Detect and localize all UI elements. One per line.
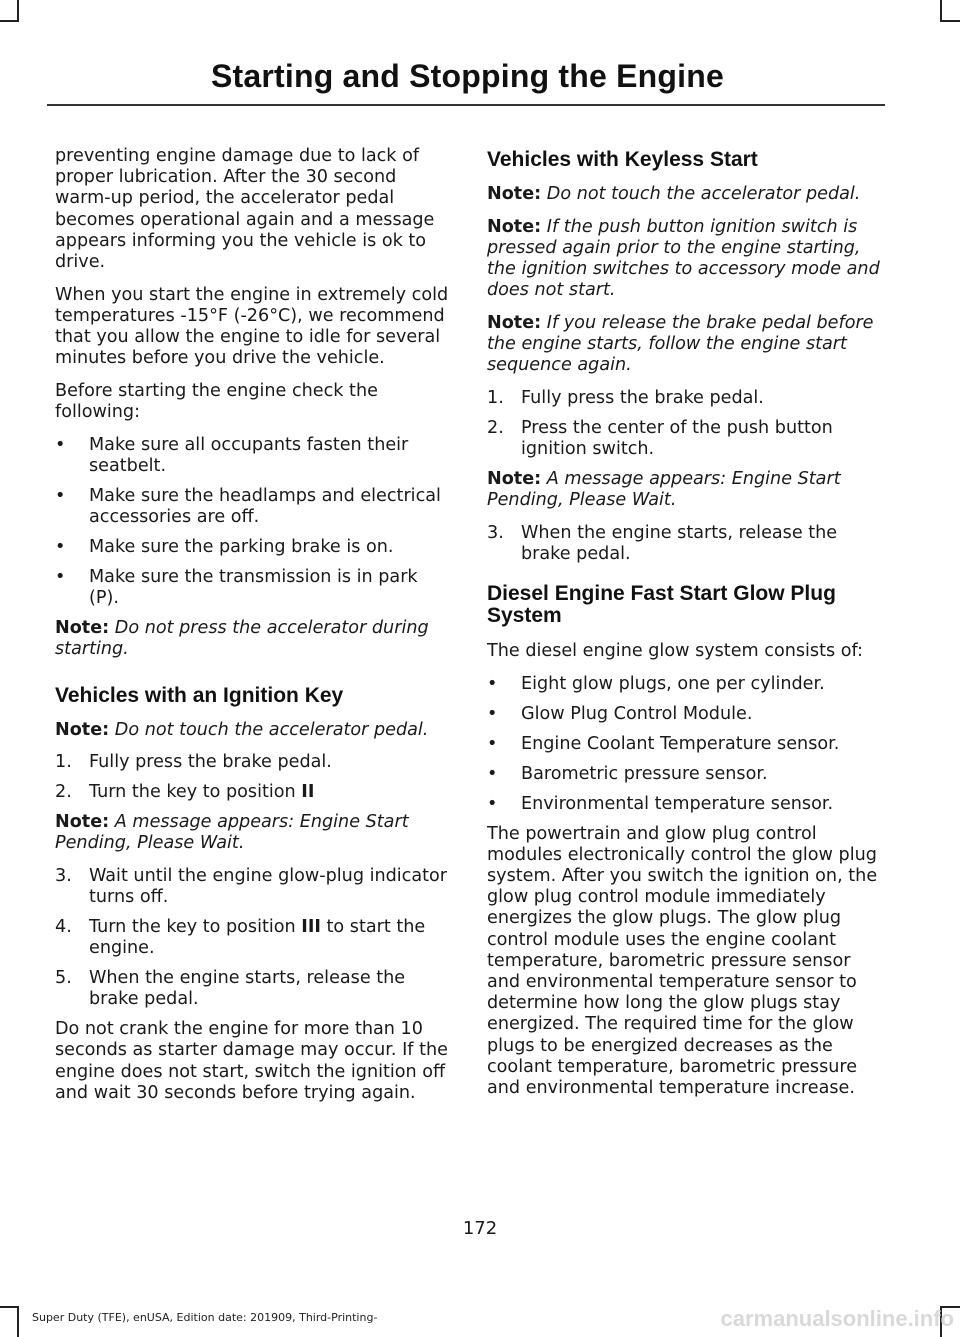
note <box>487 217 885 302</box>
crop-mark <box>17 0 19 22</box>
step-text: Fully press the brake pedal. <box>89 752 332 773</box>
list-item-text: Make sure all occupants fasten their seatbelt. <box>89 434 409 477</box>
header-divider <box>47 104 885 106</box>
list-item-text: Make sure the headlamps and electrical accessories are off. <box>89 486 441 528</box>
right-column <box>487 146 885 1111</box>
list-item-text: Make sure the transmission is in park (P). <box>89 567 418 609</box>
bullet: • <box>487 733 498 754</box>
step-item <box>55 782 453 803</box>
bullet: • <box>55 537 66 558</box>
step-number: 4. <box>55 917 72 937</box>
list-item-text: Make sure the parking brake is on. <box>89 537 394 558</box>
section-heading: Vehicles with an Ignition Key <box>55 683 344 707</box>
step-number: 1. <box>487 388 504 409</box>
note-label: Note: <box>487 469 542 490</box>
step-text: Press the center of the push button ignition switch. <box>521 418 833 460</box>
step-number: 5. <box>55 968 72 989</box>
note-text: Do not touch the accelerator pedal. <box>546 184 861 204</box>
section-heading: Vehicles with Keyless Start <box>487 148 758 171</box>
list-item-text: Glow Plug Control Module. <box>521 704 753 725</box>
step-text-post: to start the engine. <box>89 917 426 959</box>
note <box>487 184 885 205</box>
crop-mark <box>940 20 960 22</box>
paragraph: The diesel engine glow system consists of: <box>487 641 863 662</box>
key-position: III <box>301 917 321 937</box>
step-text <box>89 782 453 803</box>
list-item <box>487 764 885 785</box>
step-text: When the engine starts, release the brake pedal. <box>89 968 406 1010</box>
bullet: • <box>487 704 498 725</box>
list-item <box>55 486 453 528</box>
step-number: 3. <box>55 865 72 886</box>
paragraph: Before starting the engine check the following: <box>55 381 378 423</box>
watermark: carmanualsonline.info <box>720 1306 954 1331</box>
step-number: 1. <box>55 752 72 773</box>
list-item <box>55 435 453 477</box>
note-text: If the push button ignition switch is pressed again prior to the engine starting, the ignition switches to accessory mode and does not start. <box>487 216 880 301</box>
page-title: Starting and Stopping the Engine <box>210 58 724 94</box>
list-item <box>487 794 885 815</box>
bullet: • <box>487 763 498 784</box>
note-text: A message appears: Engine Start Pending, Please Wait. <box>55 812 409 854</box>
key-position: II <box>301 782 315 803</box>
note <box>487 469 885 511</box>
step-item <box>55 752 453 773</box>
note-label: Note: <box>487 313 542 334</box>
crop-mark <box>0 20 19 22</box>
list-item <box>55 537 453 558</box>
bullet: • <box>55 486 66 507</box>
paragraph: Do not crank the engine for more than 10 seconds as starter damage may occur. If the engine does not start, switch the ignition off and wait 30 seconds before trying again. <box>55 1019 448 1103</box>
note-label: Note: <box>55 719 110 740</box>
step-number: 3. <box>487 523 504 544</box>
left-column <box>55 146 453 1116</box>
crop-mark <box>17 1306 19 1337</box>
crop-mark <box>940 0 942 22</box>
list-item <box>487 704 885 725</box>
step-item <box>55 917 453 959</box>
note-label: Note: <box>55 618 110 639</box>
list-item-text: Environmental temperature sensor. <box>521 793 834 814</box>
list-item <box>487 734 885 755</box>
page-number: 172 <box>462 1218 498 1239</box>
step-item <box>487 523 885 565</box>
step-text <box>89 917 453 959</box>
bullet: • <box>55 567 66 588</box>
section-heading: Diesel Engine Fast Start Glow Plug System <box>487 582 836 628</box>
crop-mark <box>0 1306 19 1308</box>
note-label: Note: <box>487 216 542 237</box>
list-item-text: Barometric pressure sensor. <box>521 763 768 784</box>
step-number: 2. <box>55 782 72 803</box>
edition-footer: Super Duty (TFE), enUSA, Edition date: 201909, Third-Printing- <box>32 1311 378 1324</box>
step-text: Wait until the engine glow-plug indicator turns off. <box>89 865 448 908</box>
step-text-main: Turn the key to position <box>89 782 296 803</box>
step-text: Fully press the brake pedal. <box>521 388 764 409</box>
paragraph: When you start the engine in extremely cold temperatures -15°F (-26°C), we recommend that you allow the engine to idle for several minutes before you drive the vehicle. <box>55 284 449 369</box>
note <box>55 618 453 660</box>
step-item <box>55 866 453 908</box>
list-item-text: Eight glow plugs, one per cylinder. <box>521 674 825 695</box>
bullet: • <box>487 674 498 695</box>
note-label: Note: <box>55 812 110 832</box>
step-text: When the engine starts, release the brake pedal. <box>521 523 838 565</box>
list-item <box>487 674 885 695</box>
bullet: • <box>487 793 498 814</box>
note <box>55 720 453 741</box>
note <box>487 313 885 377</box>
step-text-pre: Turn the key to position <box>89 917 296 937</box>
note <box>55 812 453 854</box>
note-text: Do not press the accelerator during starting. <box>55 618 429 660</box>
bullet: • <box>55 434 66 455</box>
list-item-text: Engine Coolant Temperature sensor. <box>521 733 840 754</box>
note-label: Note: <box>487 184 542 204</box>
note-text: If you release the brake pedal before the engine starts, follow the engine start sequence again. <box>487 313 874 376</box>
note-text: Do not touch the accelerator pedal. <box>114 719 429 740</box>
step-item <box>487 418 885 460</box>
step-item <box>487 388 885 409</box>
step-number: 2. <box>487 418 504 439</box>
paragraph: The powertrain and glow plug control modules electronically control the glow plug system. After you switch the ignition on, the glow plug control module immediately energizes the glow plugs. The glow plug control module uses the engine coolant temperature, barometric pressure sensor and environmental temperature sensor to determine how long the glow plugs stay energized. The required time for the glow plugs to be energized decreases as the coolant temperature, barometric pressure and environmental temperature increase. <box>487 823 878 1099</box>
note-text: A message appears: Engine Start Pending, Please Wait. <box>487 469 841 511</box>
paragraph: preventing engine damage due to lack of proper lubrication. After the 30 second warm-up period, the accelerator pedal becomes operational again and a message appears informing you the vehicle is ok to drive. <box>55 146 435 273</box>
list-item <box>55 567 453 609</box>
step-item <box>55 968 453 1010</box>
